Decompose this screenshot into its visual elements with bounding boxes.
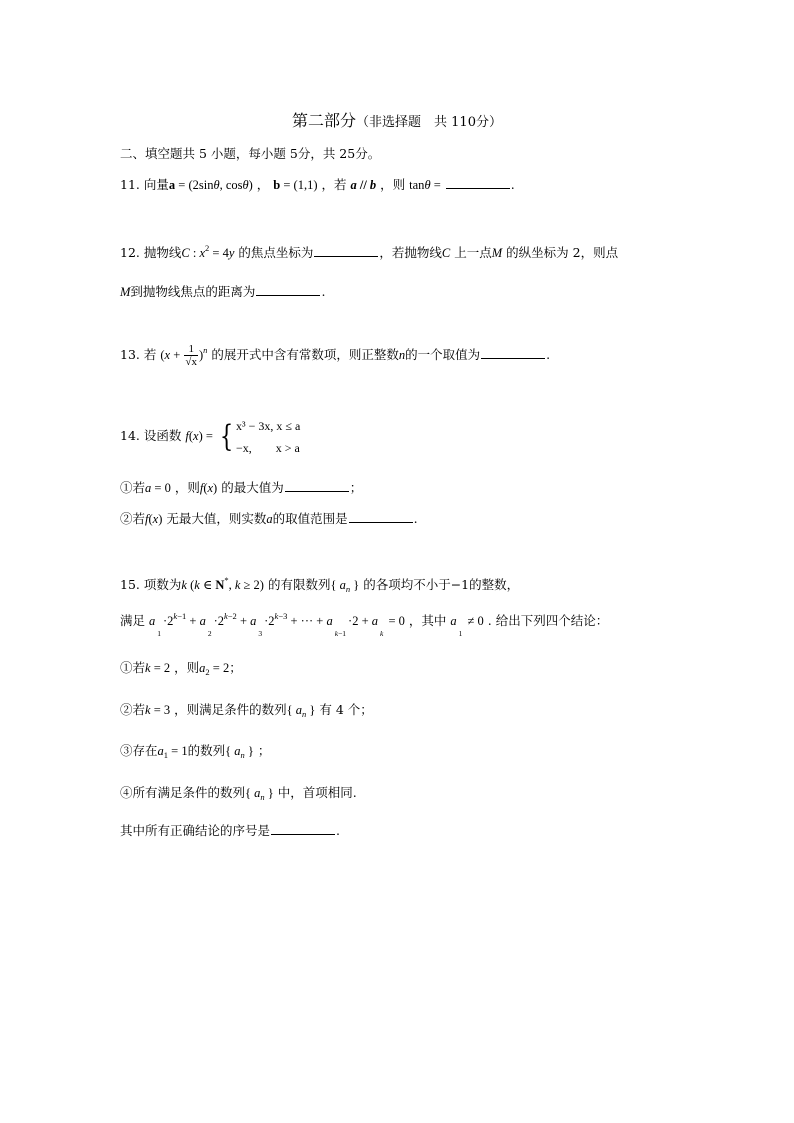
q14-piece-2: −x, x > a <box>236 440 300 455</box>
q14-sub2-c: 的取值范围是 <box>272 511 348 526</box>
q14-sub1-c: 的最大值为 <box>221 480 284 495</box>
q14-sub1-b: ，则 <box>174 480 200 495</box>
section-header: 二、填空题共 5 小题，每小题 5分，共 25分。 <box>120 146 381 161</box>
q15-line2-b: ，其中 <box>408 613 447 628</box>
q11-text-c: ，则 <box>380 177 406 192</box>
q15-final-text: 其中所有正确结论的序号是 <box>120 823 271 838</box>
q15-line2-c: . 给出下列四个结论： <box>487 613 609 628</box>
q12-parabola: C : $x^2 = 4y$ <box>181 243 235 260</box>
q15-number: 15. <box>120 577 140 592</box>
question-15-line2: 满足 $a_1\cdot 2^{k-1} + a_2\cdot 2^{k-2} + a_3\cdot 2^{k-3}$ + ··· + $a_{k-1}\cdot 2 + a_k = 0$ ，其中 $a_1 \ne 0$ . 给出下列四个结论： <box>120 611 609 638</box>
part-two-title <box>0 108 794 131</box>
conclusion-2: ②若k = 3 ，则满足条件的数列{ $a_n$ } 有 4 个； <box>120 702 373 719</box>
q12-text-d: 上一点 <box>454 245 492 260</box>
q11-tan: tanθ = <box>409 178 441 192</box>
question-15: 15. 项数为k (k ∈ N*, k ≥ 2) 的有限数列{ $a_n$ } 的各项均不小于−1的整数， <box>120 575 520 594</box>
q11-vector-a: a = (2sinθ, cosθ) <box>168 178 253 192</box>
question-12-line2: M到抛物线焦点的距离为 . <box>120 284 326 299</box>
c4-b: 中，首项相同. <box>277 785 357 800</box>
c1-a: ①若 <box>120 660 146 675</box>
conclusion-3: ③存在$a_1 = 1$的数列{ $a_n$ } ； <box>120 743 271 760</box>
q12-text-b: 的焦点坐标为 <box>238 245 314 260</box>
q12-distance-blank[interactable] <box>256 283 320 296</box>
q14-sub2-b: 无最大值，则实数 <box>166 511 267 526</box>
c3-b: 的数列 <box>187 743 226 758</box>
conclusion-4: ④所有满足条件的数列{ $a_n$ } 中，首项相同. <box>120 785 357 802</box>
q11-answer-blank[interactable] <box>446 176 510 189</box>
q11-vector-b: b = (1,1) <box>273 178 318 192</box>
q14-sub1-a: ①若 <box>120 480 146 495</box>
c4-a: ④所有满足条件的数列 <box>120 785 246 800</box>
question-13: 13. 若 (x + $\frac{1}{√x}$ )$^n$ 的展开式中含有常数项，则正整数n的一个取值为 . <box>120 343 551 369</box>
q13-text-b: 的展开式中含有常数项，则正整数 <box>211 347 399 362</box>
question-14-part2: ②若f(x) 无最大值，则实数a的取值范围是 . <box>120 511 418 526</box>
c2-c: 有 4 个； <box>319 702 373 717</box>
q13-answer-blank[interactable] <box>481 346 545 359</box>
q14-max-blank[interactable] <box>285 479 349 492</box>
q12-text-f: 到抛物线焦点的距离为 <box>130 284 256 299</box>
q12-text-e: 的纵坐标为 2，则点 <box>506 245 619 260</box>
q12-number: 12. <box>120 245 140 260</box>
q13-text-c: 的一个取值为 <box>405 347 481 362</box>
q15-line2-a: 满足 <box>120 613 146 628</box>
q15-text-b: 的有限数列 <box>267 577 331 592</box>
q14-text-a: 设函数 <box>143 428 182 443</box>
c1-end: ； <box>229 660 242 675</box>
c1-b: ，则 <box>174 660 200 675</box>
q12-text-c: ，若抛物线 <box>379 245 442 260</box>
title-sub: （非选择题 共 110分） <box>356 115 502 130</box>
question-15-final: 其中所有正确结论的序号是 . <box>120 823 340 838</box>
q12-text-a: 抛物线 <box>143 245 182 260</box>
q14-number: 14. <box>120 428 140 443</box>
c2-a: ②若 <box>120 702 146 717</box>
q14-brace: { <box>219 418 234 454</box>
q15-text-a: 项数为 <box>143 577 182 592</box>
q14-sub2-a: ②若 <box>120 511 146 526</box>
q14-piece-1: x³ − 3x, x ≤ a <box>236 418 301 433</box>
c3-a: ③存在 <box>120 743 158 758</box>
q13-fraction: $\frac{1}{√x}$ <box>185 343 197 369</box>
c2-b: ，则满足条件的数列 <box>174 702 287 717</box>
q11-number: 11. <box>120 177 140 192</box>
q11-parallel: a // b <box>350 178 377 192</box>
q15-text-c: 的各项均不小于−1的整数， <box>363 577 520 592</box>
question-14 <box>120 412 300 460</box>
question-11: 11. 向量a = (2sinθ, cosθ) ， b = (1,1) ，若 a // b ，则 tanθ = . <box>120 177 515 192</box>
q11-text-a: 向量 <box>143 177 169 192</box>
q11-text-b: ，若 <box>321 177 347 192</box>
q14-range-blank[interactable] <box>349 510 413 523</box>
q13-expression: (x + $\frac{1}{√x}$ )$^n$ <box>160 343 208 369</box>
q15-answer-blank[interactable] <box>271 822 335 835</box>
title-main: 第二部分 <box>292 111 357 130</box>
conclusion-1: ①若k = 2 ，则$a_2 = 2$； <box>120 660 242 677</box>
c3-end: ； <box>257 743 271 758</box>
q14-pieces <box>236 415 300 459</box>
question-14-part1: ①若a = 0 ，则f(x) 的最大值为 ； <box>120 480 363 495</box>
q13-text-a: 若 <box>143 347 157 362</box>
q14-function: f(x) = <box>185 429 213 443</box>
q12-focus-blank[interactable] <box>314 244 378 257</box>
question-12: 12. 抛物线C : $x^2 = 4y$ 的焦点坐标为 ，若抛物线C 上一点M 的纵坐标为 2，则点 <box>120 243 619 260</box>
q15-equation: $a_1\cdot 2^{k-1} + a_2\cdot 2^{k-2} + a_3\cdot 2^{k-3}$ + ··· + $a_{k-1}\cdot 2 + a_k = 0$ <box>149 611 405 638</box>
q14-sub1-end: ； <box>349 480 363 495</box>
q13-number: 13. <box>120 347 140 362</box>
